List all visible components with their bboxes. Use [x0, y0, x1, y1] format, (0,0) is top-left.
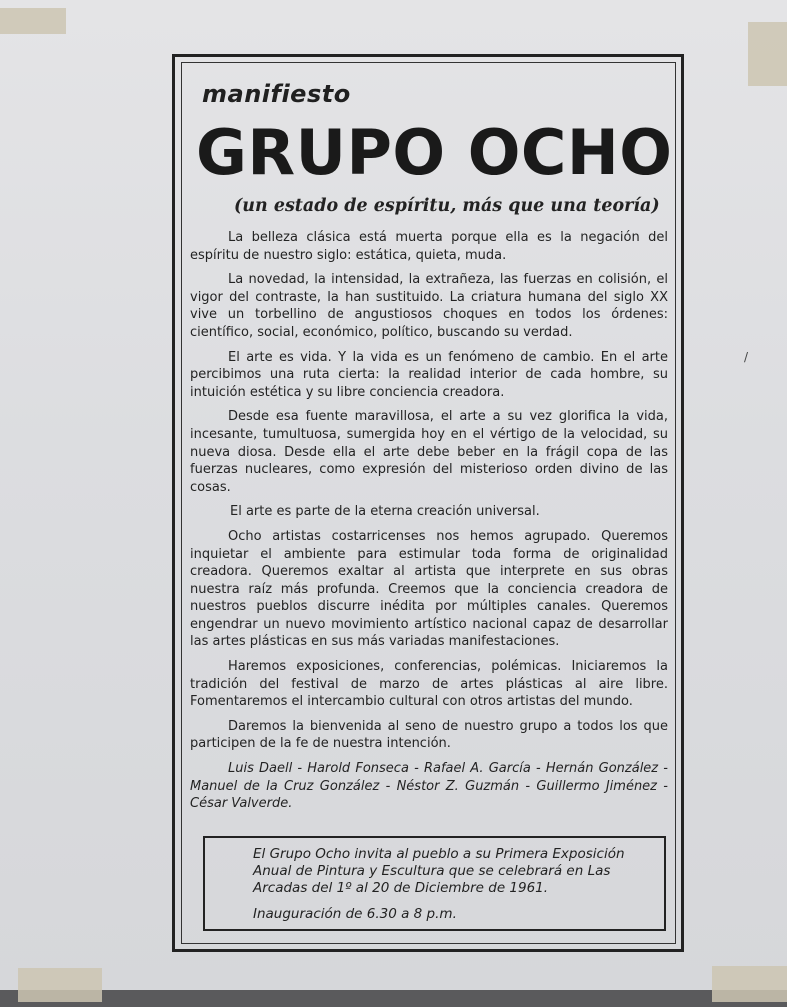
tape-bottom-right [712, 966, 787, 1002]
manifesto-subtitle: (un estado de espíritu, más que una teoría) [234, 196, 660, 216]
paragraph: Ocho artistas costarricenses nos hemos agrupado. Queremos inquietar el ambiente para estimular toda forma de originalidad creadora. Queremos exaltar al artista que interprete en sus obras nuestra raíz más profunda. Creemos que la conciencia creadora de nuestros pueblos discurre inédita por múltiples canales. Queremos engendrar un nuevo movimiento artístico nacional capaz de desarrollar las artes plásticas en sus más variadas manifestaciones. [190, 528, 668, 650]
paragraph: La belleza clásica está muerta porque ella es la negación del espíritu de nuestro siglo: estática, quieta, muda. [190, 230, 668, 263]
manifesto-title: GRUPO OCHO [196, 116, 673, 189]
inauguration-time: Inauguración de 6.30 a 8 p.m. [253, 906, 457, 922]
manifesto-body [190, 229, 668, 820]
tape-bottom-left [18, 968, 102, 1002]
tape-top-left [0, 8, 66, 34]
paragraph: Desde esa fuente maravillosa, el arte a su vez glorifica la vida, incesante, tumultuosa, sumergida hoy en el vértigo de la velocidad, su nueva diosa. Desde ella el arte debe beber en la frágil copa de las fuerzas nucleares, como expresión del misterioso orden divino de las cosas. [190, 409, 668, 495]
invitation-box [203, 836, 666, 931]
tape-top-right [748, 22, 787, 86]
paragraph: La novedad, la intensidad, la extrañeza, las fuerzas en colisión, el vigor del contraste, la han sustituido. La criatura humana del siglo XX vive un torbellino de angustiosos choques en todos los órdenes: científico, social, económico, político, buscando su verdad. [190, 272, 668, 340]
pencil-mark: / [744, 350, 749, 364]
background-surface [0, 990, 787, 1007]
paragraph: Daremos la bienvenida al seno de nuestro grupo a todos los que participen de la fe de nuestra intención. [190, 718, 668, 752]
signatories: Luis Daell - Harold Fonseca - Rafael A. García - Hernán González - Manuel de la Cruz González - Néstor Z. Guzmán - Guillermo Jiménez - César Valverde. [190, 761, 668, 812]
invitation-text: El Grupo Ocho invita al pueblo a su Primera Exposición Anual de Pintura y Escultura que se celebrará en Las Arcadas del 1º al 20 de Diciembre de 1961. [253, 846, 625, 896]
manifesto-kicker: manifiesto [202, 80, 351, 108]
paragraph: El arte es parte de la eterna creación universal. [230, 504, 540, 520]
paragraph: Haremos exposiciones, conferencias, polémicas. Iniciaremos la tradición del festival de marzo de artes plásticas al aire libre. Fomentaremos el intercambio cultural con otros artistas del mundo. [190, 659, 668, 710]
paragraph: El arte es vida. Y la vida es un fenómeno de cambio. En el arte percibimos una ruta cierta: la realidad interior de cada hombre, su intuición estética y su libre conciencia creadora. [190, 349, 668, 400]
